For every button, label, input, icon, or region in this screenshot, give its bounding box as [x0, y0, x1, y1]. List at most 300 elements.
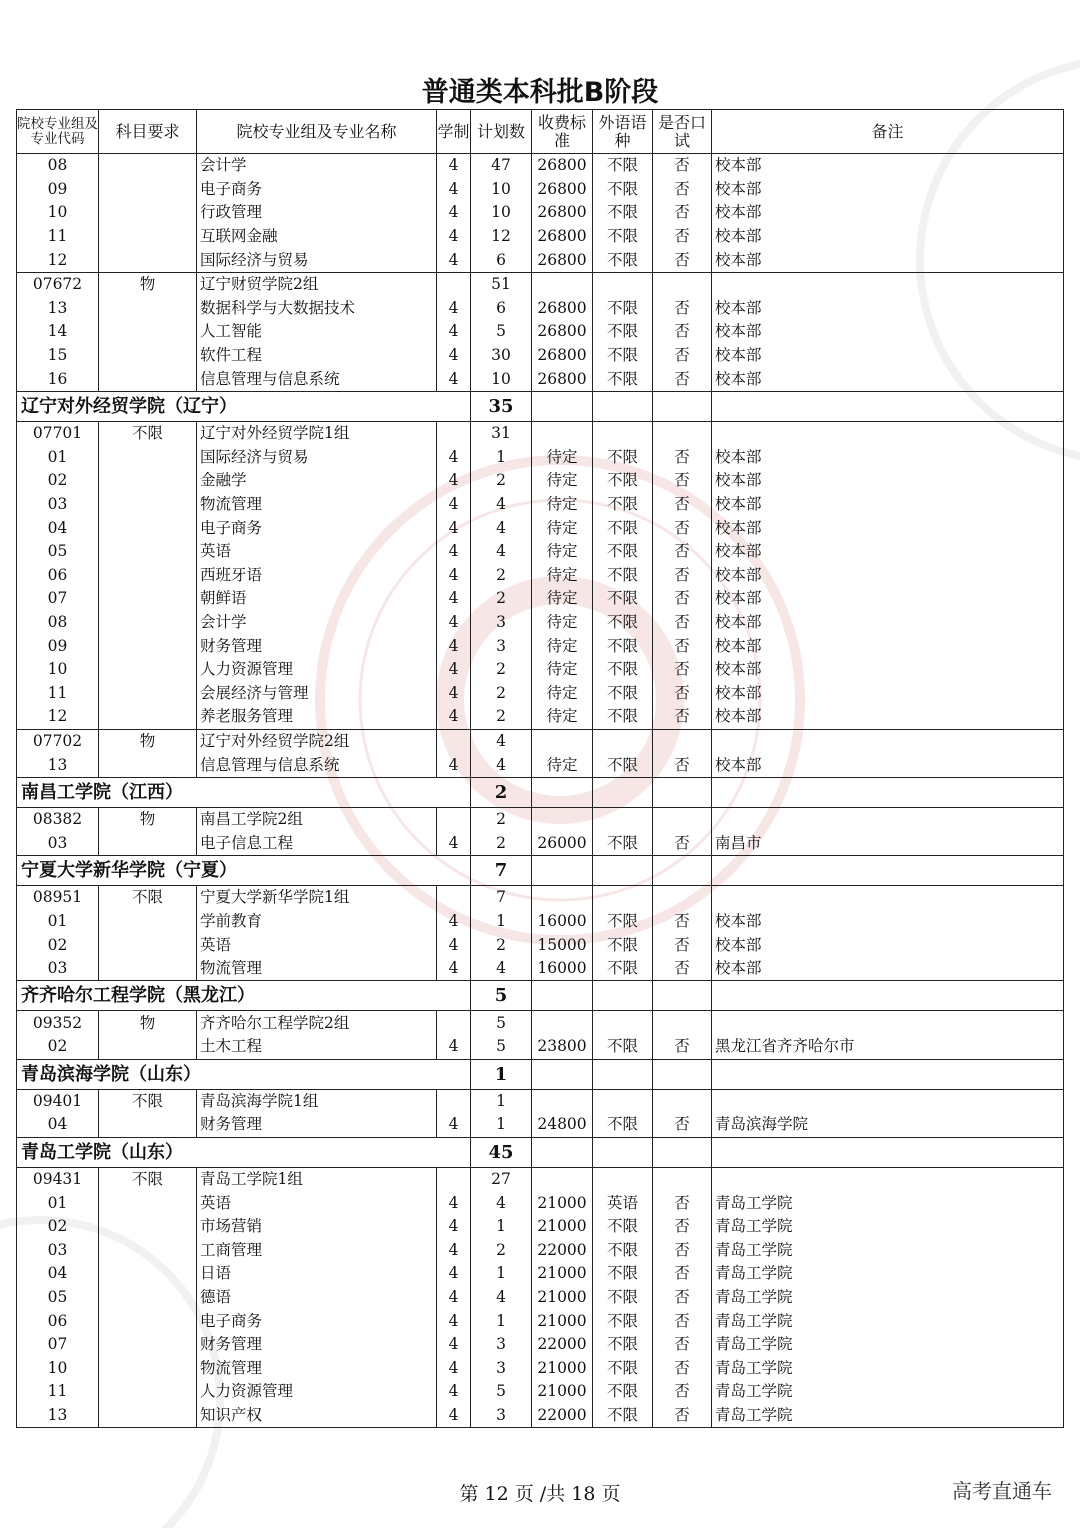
cell-years [437, 981, 471, 1011]
cell-lang: 不限 [593, 1380, 653, 1404]
cell-note: 校本部 [712, 753, 1064, 777]
cell-note: 校本部 [712, 344, 1064, 368]
cell-plan: 7 [471, 886, 532, 910]
cell-code: 02 [17, 1215, 99, 1239]
cell-oral: 否 [653, 753, 712, 777]
cell-fee: 待定 [532, 516, 593, 540]
cell-name: 青岛工学院1组 [197, 1167, 437, 1191]
cell-oral: 否 [653, 225, 712, 249]
cell-code: 10 [17, 658, 99, 682]
cell-name: 信息管理与信息系统 [197, 367, 437, 391]
cell-lang: 不限 [593, 201, 653, 225]
cell-oral: 否 [653, 248, 712, 272]
cell-oral [653, 1011, 712, 1035]
school-row [17, 1137, 1064, 1167]
cell-lang: 不限 [593, 178, 653, 202]
cell-plan: 31 [471, 421, 532, 445]
cell-note: 青岛工学院 [712, 1333, 1064, 1357]
cell-lang [593, 886, 653, 910]
cell-code: 03 [17, 831, 99, 855]
cell-note [712, 1137, 1064, 1167]
cell-oral [653, 421, 712, 445]
cell-oral: 否 [653, 1333, 712, 1357]
cell-years: 4 [437, 1286, 471, 1310]
cell-name: 电子商务 [197, 516, 437, 540]
cell-fee: 15000 [532, 933, 593, 957]
cell-plan: 4 [471, 1191, 532, 1215]
cell-note: 南昌市 [712, 831, 1064, 855]
cell-code: 04 [17, 516, 99, 540]
cell-subject [99, 1286, 197, 1310]
cell-years: 4 [437, 933, 471, 957]
cell-oral: 否 [653, 367, 712, 391]
cell-plan: 4 [471, 729, 532, 753]
cell-note [712, 856, 1064, 886]
cell-name: 行政管理 [197, 201, 437, 225]
cell-lang: 不限 [593, 681, 653, 705]
cell-subject [99, 957, 197, 981]
cell-name: 土木工程 [197, 1035, 437, 1059]
cell-lang: 不限 [593, 446, 653, 470]
cell-name: 人力资源管理 [197, 1380, 437, 1404]
cell-oral [653, 272, 712, 296]
cell-fee: 待定 [532, 493, 593, 517]
cell-oral: 否 [653, 910, 712, 934]
cell-note [712, 391, 1064, 421]
school-plan: 35 [471, 391, 532, 421]
cell-years: 4 [437, 1215, 471, 1239]
cell-name: 养老服务管理 [197, 705, 437, 729]
cell-oral: 否 [653, 469, 712, 493]
cell-lang: 不限 [593, 297, 653, 321]
cell-fee [532, 1167, 593, 1191]
table-row [17, 1333, 1064, 1357]
cell-code: 09 [17, 178, 99, 202]
cell-oral: 否 [653, 154, 712, 178]
cell-subject [99, 154, 197, 178]
cell-oral: 否 [653, 344, 712, 368]
cell-plan: 10 [471, 178, 532, 202]
cell-oral [653, 1059, 712, 1089]
group-row [17, 886, 1064, 910]
cell-subject [99, 1113, 197, 1137]
cell-plan: 2 [471, 587, 532, 611]
cell-note: 校本部 [712, 933, 1064, 957]
table-row [17, 178, 1064, 202]
cell-plan: 3 [471, 1357, 532, 1381]
cell-years: 4 [437, 658, 471, 682]
cell-lang: 不限 [593, 831, 653, 855]
cell-note: 青岛工学院 [712, 1262, 1064, 1286]
cell-lang [593, 856, 653, 886]
cell-years: 4 [437, 248, 471, 272]
school-name: 南昌工学院（江西） [17, 777, 437, 807]
cell-note: 校本部 [712, 957, 1064, 981]
cell-fee [532, 886, 593, 910]
cell-note [712, 777, 1064, 807]
table-row [17, 831, 1064, 855]
cell-plan: 1 [471, 1215, 532, 1239]
group-row [17, 1089, 1064, 1113]
cell-note [712, 1011, 1064, 1035]
cell-years: 4 [437, 225, 471, 249]
school-plan: 7 [471, 856, 532, 886]
cell-lang: 不限 [593, 1262, 653, 1286]
cell-years: 4 [437, 1191, 471, 1215]
cell-oral [653, 729, 712, 753]
cell-oral: 否 [653, 446, 712, 470]
cell-fee: 26800 [532, 154, 593, 178]
cell-lang: 不限 [593, 367, 653, 391]
group-row [17, 1167, 1064, 1191]
cell-oral [653, 1089, 712, 1113]
table-row [17, 540, 1064, 564]
cell-oral: 否 [653, 933, 712, 957]
cell-years [437, 777, 471, 807]
cell-fee: 待定 [532, 540, 593, 564]
cell-years [437, 729, 471, 753]
cell-lang [593, 1089, 653, 1113]
cell-fee: 21000 [532, 1380, 593, 1404]
cell-plan: 3 [471, 634, 532, 658]
school-name: 辽宁对外经贸学院（辽宁） [17, 391, 437, 421]
cell-years: 4 [437, 634, 471, 658]
cell-lang: 不限 [593, 634, 653, 658]
cell-plan: 2 [471, 564, 532, 588]
cell-lang: 不限 [593, 705, 653, 729]
cell-oral: 否 [653, 564, 712, 588]
cell-lang [593, 807, 653, 831]
group-row [17, 729, 1064, 753]
cell-years: 4 [437, 681, 471, 705]
cell-code: 13 [17, 297, 99, 321]
cell-plan: 1 [471, 1309, 532, 1333]
cell-name: 物流管理 [197, 493, 437, 517]
cell-lang: 不限 [593, 540, 653, 564]
cell-note: 青岛工学院 [712, 1404, 1064, 1428]
cell-note [712, 1059, 1064, 1089]
cell-years: 4 [437, 516, 471, 540]
cell-code: 02 [17, 469, 99, 493]
table-row [17, 1035, 1064, 1059]
cell-name: 金融学 [197, 469, 437, 493]
cell-note: 校本部 [712, 297, 1064, 321]
cell-code: 11 [17, 681, 99, 705]
cell-fee: 26800 [532, 201, 593, 225]
cell-years: 4 [437, 587, 471, 611]
cell-code: 14 [17, 320, 99, 344]
cell-plan: 2 [471, 469, 532, 493]
cell-years: 4 [437, 344, 471, 368]
cell-note: 校本部 [712, 681, 1064, 705]
header-code: 院校专业组及专业代码 [17, 110, 99, 154]
cell-code: 04 [17, 1262, 99, 1286]
cell-code: 10 [17, 201, 99, 225]
cell-name: 齐齐哈尔工程学院2组 [197, 1011, 437, 1035]
cell-note [712, 1167, 1064, 1191]
page-number: 第 12 页 /共 18 页 [459, 1483, 621, 1505]
cell-subject [99, 1333, 197, 1357]
cell-name: 日语 [197, 1262, 437, 1286]
cell-oral: 否 [653, 957, 712, 981]
cell-oral [653, 1167, 712, 1191]
cell-lang: 不限 [593, 154, 653, 178]
cell-plan: 3 [471, 1333, 532, 1357]
cell-subject [99, 933, 197, 957]
table-row [17, 753, 1064, 777]
group-row [17, 272, 1064, 296]
admission-plan-table [16, 109, 1064, 1428]
cell-years [437, 1011, 471, 1035]
cell-plan: 2 [471, 933, 532, 957]
cell-subject: 物 [99, 807, 197, 831]
cell-subject: 物 [99, 729, 197, 753]
cell-note [712, 1089, 1064, 1113]
cell-plan: 10 [471, 367, 532, 391]
cell-lang: 不限 [593, 564, 653, 588]
cell-oral: 否 [653, 1357, 712, 1381]
cell-subject [99, 1262, 197, 1286]
cell-name: 电子商务 [197, 1309, 437, 1333]
cell-plan: 47 [471, 154, 532, 178]
cell-oral [653, 856, 712, 886]
cell-note: 校本部 [712, 225, 1064, 249]
cell-plan: 12 [471, 225, 532, 249]
cell-fee: 待定 [532, 681, 593, 705]
cell-note: 校本部 [712, 611, 1064, 635]
cell-name: 辽宁财贸学院2组 [197, 272, 437, 296]
cell-years: 4 [437, 297, 471, 321]
cell-fee [532, 777, 593, 807]
cell-fee [532, 856, 593, 886]
cell-lang: 不限 [593, 1286, 653, 1310]
cell-lang: 不限 [593, 344, 653, 368]
cell-note: 校本部 [712, 540, 1064, 564]
table-row [17, 1113, 1064, 1137]
cell-fee: 21000 [532, 1286, 593, 1310]
cell-oral [653, 981, 712, 1011]
cell-subject [99, 1380, 197, 1404]
cell-fee [532, 391, 593, 421]
cell-subject [99, 753, 197, 777]
cell-name: 电子信息工程 [197, 831, 437, 855]
cell-oral: 否 [653, 1262, 712, 1286]
cell-plan: 4 [471, 957, 532, 981]
cell-code: 09401 [17, 1089, 99, 1113]
table-row [17, 681, 1064, 705]
cell-plan: 2 [471, 681, 532, 705]
school-plan: 2 [471, 777, 532, 807]
cell-lang: 不限 [593, 248, 653, 272]
header-years: 学制 [437, 110, 471, 154]
cell-lang: 不限 [593, 1113, 653, 1137]
cell-code: 07 [17, 1333, 99, 1357]
cell-note: 校本部 [712, 634, 1064, 658]
cell-fee: 26000 [532, 831, 593, 855]
cell-subject: 物 [99, 1011, 197, 1035]
cell-note: 校本部 [712, 705, 1064, 729]
cell-name: 青岛滨海学院1组 [197, 1089, 437, 1113]
cell-note [712, 807, 1064, 831]
cell-lang [593, 1167, 653, 1191]
cell-oral: 否 [653, 1286, 712, 1310]
table-row [17, 611, 1064, 635]
cell-years [437, 272, 471, 296]
cell-code: 03 [17, 957, 99, 981]
cell-fee: 21000 [532, 1262, 593, 1286]
cell-name: 财务管理 [197, 1113, 437, 1137]
cell-note: 校本部 [712, 178, 1064, 202]
cell-lang [593, 421, 653, 445]
cell-note: 校本部 [712, 910, 1064, 934]
cell-fee: 23800 [532, 1035, 593, 1059]
cell-plan: 1 [471, 1089, 532, 1113]
cell-note: 青岛工学院 [712, 1286, 1064, 1310]
cell-name: 朝鲜语 [197, 587, 437, 611]
cell-note: 校本部 [712, 367, 1064, 391]
table-row [17, 705, 1064, 729]
cell-years: 4 [437, 1404, 471, 1428]
cell-code: 12 [17, 248, 99, 272]
header-plan: 计划数 [471, 110, 532, 154]
cell-lang [593, 1059, 653, 1089]
cell-note [712, 981, 1064, 1011]
cell-years: 4 [437, 1239, 471, 1263]
cell-code: 09352 [17, 1011, 99, 1035]
cell-note [712, 272, 1064, 296]
cell-code: 01 [17, 1191, 99, 1215]
table-row [17, 446, 1064, 470]
cell-fee: 26800 [532, 320, 593, 344]
cell-name: 英语 [197, 540, 437, 564]
cell-years: 4 [437, 611, 471, 635]
cell-years [437, 856, 471, 886]
cell-years [437, 1167, 471, 1191]
cell-years: 4 [437, 469, 471, 493]
cell-fee: 16000 [532, 957, 593, 981]
school-row [17, 777, 1064, 807]
cell-note: 青岛工学院 [712, 1357, 1064, 1381]
cell-subject [99, 1215, 197, 1239]
header-fee: 收费标准 [532, 110, 593, 154]
cell-code: 04 [17, 1113, 99, 1137]
cell-code: 15 [17, 344, 99, 368]
cell-plan: 4 [471, 516, 532, 540]
cell-code: 11 [17, 225, 99, 249]
table-row [17, 201, 1064, 225]
cell-lang: 英语 [593, 1191, 653, 1215]
cell-plan: 30 [471, 344, 532, 368]
cell-oral: 否 [653, 320, 712, 344]
cell-name: 西班牙语 [197, 564, 437, 588]
table-row [17, 344, 1064, 368]
cell-code: 08382 [17, 807, 99, 831]
cell-oral: 否 [653, 540, 712, 564]
school-row [17, 1059, 1064, 1089]
cell-lang: 不限 [593, 957, 653, 981]
cell-lang: 不限 [593, 1239, 653, 1263]
cell-note: 校本部 [712, 446, 1064, 470]
cell-note [712, 886, 1064, 910]
cell-years: 4 [437, 1333, 471, 1357]
cell-code: 07672 [17, 272, 99, 296]
cell-years [437, 1137, 471, 1167]
cell-plan: 5 [471, 320, 532, 344]
cell-code: 03 [17, 493, 99, 517]
cell-lang: 不限 [593, 1404, 653, 1428]
cell-plan: 1 [471, 910, 532, 934]
cell-fee: 待定 [532, 705, 593, 729]
cell-subject: 物 [99, 272, 197, 296]
table-row [17, 1191, 1064, 1215]
header-oral: 是否口试 [653, 110, 712, 154]
cell-fee [532, 421, 593, 445]
cell-plan: 1 [471, 1113, 532, 1137]
cell-plan: 27 [471, 1167, 532, 1191]
cell-name: 市场营销 [197, 1215, 437, 1239]
cell-fee: 21000 [532, 1191, 593, 1215]
cell-lang [593, 981, 653, 1011]
cell-note [712, 421, 1064, 445]
table-row [17, 634, 1064, 658]
table-row [17, 1309, 1064, 1333]
cell-lang: 不限 [593, 658, 653, 682]
cell-fee: 22000 [532, 1333, 593, 1357]
cell-subject [99, 611, 197, 635]
cell-years: 4 [437, 178, 471, 202]
cell-code: 16 [17, 367, 99, 391]
cell-lang: 不限 [593, 516, 653, 540]
cell-name: 国际经济与贸易 [197, 446, 437, 470]
cell-note: 校本部 [712, 469, 1064, 493]
table-row [17, 297, 1064, 321]
cell-name: 财务管理 [197, 1333, 437, 1357]
cell-code: 11 [17, 1380, 99, 1404]
table-row [17, 933, 1064, 957]
cell-plan: 6 [471, 248, 532, 272]
school-plan: 5 [471, 981, 532, 1011]
table-row [17, 154, 1064, 178]
cell-note: 青岛工学院 [712, 1239, 1064, 1263]
cell-name: 英语 [197, 1191, 437, 1215]
cell-lang: 不限 [593, 1035, 653, 1059]
cell-subject: 不限 [99, 421, 197, 445]
cell-oral: 否 [653, 1113, 712, 1137]
cell-years: 4 [437, 957, 471, 981]
cell-plan: 5 [471, 1035, 532, 1059]
table-row [17, 516, 1064, 540]
table-row [17, 1404, 1064, 1428]
cell-years [437, 1089, 471, 1113]
cell-years [437, 1059, 471, 1089]
cell-subject [99, 1191, 197, 1215]
group-row [17, 807, 1064, 831]
cell-note: 校本部 [712, 493, 1064, 517]
cell-name: 软件工程 [197, 344, 437, 368]
table-row [17, 957, 1064, 981]
cell-subject [99, 297, 197, 321]
cell-note: 校本部 [712, 201, 1064, 225]
cell-years: 4 [437, 1380, 471, 1404]
cell-lang: 不限 [593, 910, 653, 934]
school-plan: 45 [471, 1137, 532, 1167]
cell-fee: 26800 [532, 344, 593, 368]
cell-code: 09 [17, 634, 99, 658]
table-row [17, 564, 1064, 588]
cell-name: 会展经济与管理 [197, 681, 437, 705]
cell-oral [653, 1137, 712, 1167]
cell-note: 校本部 [712, 516, 1064, 540]
